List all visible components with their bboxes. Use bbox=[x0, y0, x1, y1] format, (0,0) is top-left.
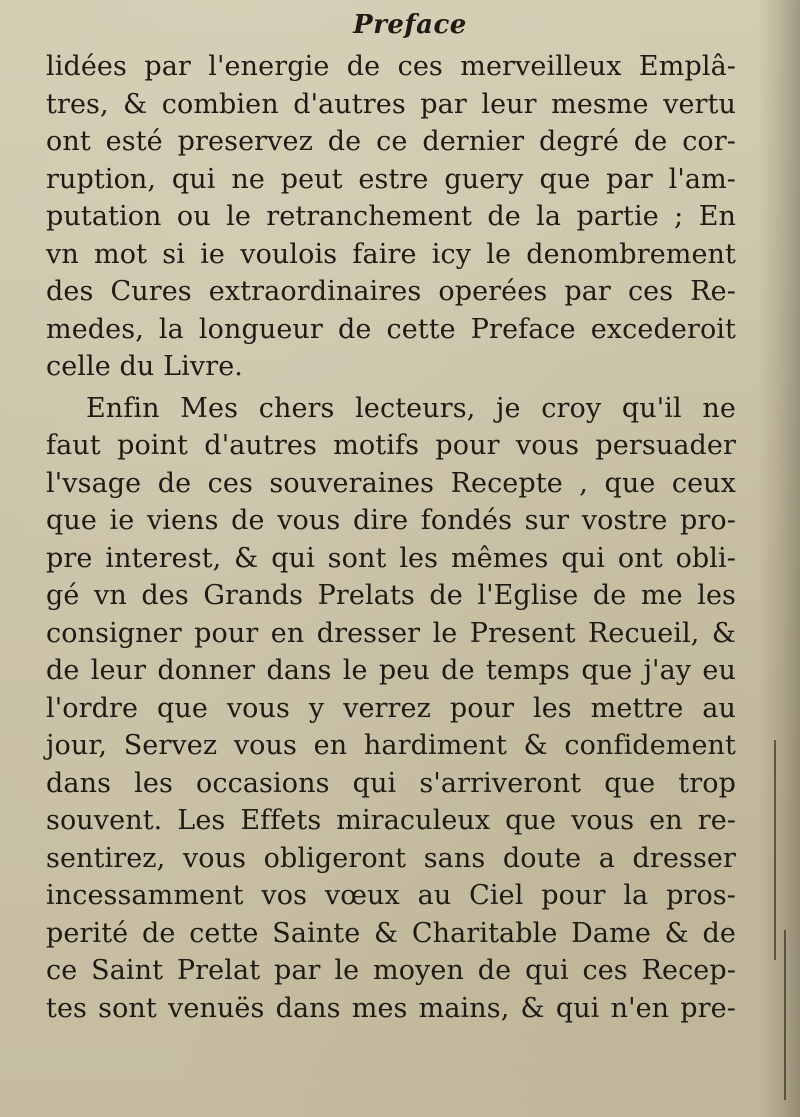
text-line: que ie viens de vous dire fondés sur vostre pro- bbox=[46, 505, 736, 536]
text-line: celle du Livre. bbox=[46, 351, 243, 382]
text-line: gé vn des Grands Prelats de l'Eglise de me les bbox=[46, 580, 736, 611]
text-line: lidées par l'energie de ces merveilleux Emplâ- bbox=[46, 51, 736, 82]
text-line: ont esté preservez de ce dernier degré de cor- bbox=[46, 126, 736, 157]
text-line: l'vsage de ces souveraines Recepte , que ceux bbox=[46, 467, 736, 499]
page-edge-shadow bbox=[758, 0, 800, 1117]
text-line: Enfin Mes chers lecteurs, je croy qu'il ne bbox=[86, 392, 736, 424]
paragraph-1 bbox=[46, 48, 736, 386]
text-line: ruption, qui ne peut estre guery que par l'am- bbox=[46, 163, 736, 195]
text-line: tres, & combien d'autres par leur mesme vertu bbox=[46, 88, 736, 120]
text-line: pre interest, & qui sont les mêmes qui ont obli- bbox=[46, 542, 736, 574]
text-line: dans les occasions qui s'arriveront que trop bbox=[46, 767, 736, 799]
text-line: perité de cette Sainte & Charitable Dame & de bbox=[46, 917, 736, 949]
text-line: de leur donner dans le peu de temps que j'ay eu bbox=[46, 655, 736, 686]
text-line: tes sont venuës dans mes mains, & qui n'en pre- bbox=[46, 992, 736, 1024]
text-line: des Cures extraordinaires operées par ces Re- bbox=[46, 276, 736, 307]
text-line: souvent. Les Effets miraculeux que vous en re- bbox=[46, 805, 736, 836]
running-header: Preface bbox=[353, 10, 467, 40]
text-line: medes, la longueur de cette Preface excederoit bbox=[46, 313, 736, 345]
text-line: consigner pour en dresser le Present Recueil, & bbox=[46, 617, 736, 649]
text-line: faut point d'autres motifs pour vous persuader bbox=[46, 430, 736, 461]
text-line: l'ordre que vous y verrez pour les mettre au bbox=[46, 692, 736, 724]
text-line: sentirez, vous obligeront sans doute a dresser bbox=[46, 842, 736, 874]
text-line: jour, Servez vous en hardiment & confidement bbox=[46, 730, 736, 761]
text-line: putation ou le retranchement de la partie ; En bbox=[46, 201, 736, 232]
body-text bbox=[46, 48, 736, 1027]
text-line: vn mot si ie voulois faire icy le denombrement bbox=[46, 238, 736, 270]
text-line: ce Saint Prelat par le moyen de qui ces Recep- bbox=[46, 955, 736, 986]
text-line: incessamment vos vœux au Ciel pour la pros- bbox=[46, 880, 736, 911]
paragraph-2 bbox=[46, 390, 736, 1028]
